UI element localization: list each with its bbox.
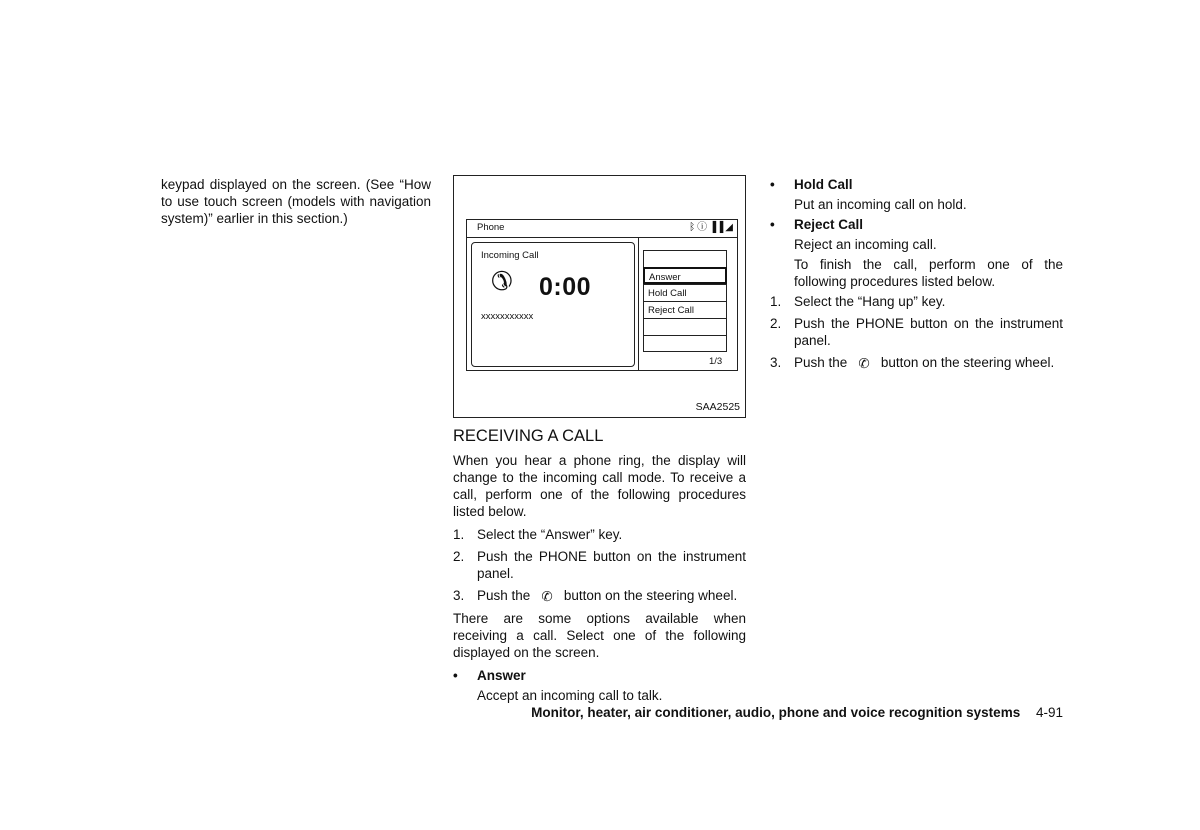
step-number: 3. [453,588,465,603]
phone-screen-figure [453,175,746,418]
step-text-pre: Push the [477,588,531,603]
column-right [770,176,1063,377]
step-text-post: button on the steering wheel. [563,588,738,603]
battery-icon: ▐▐ [709,222,724,233]
bullet-title: Hold Call [794,177,853,192]
phone-display [466,219,738,371]
call-timer: 0:00 [539,273,592,301]
step-text-post: button on the steering wheel. [880,355,1055,370]
page-indicator: 1/3 [709,356,723,367]
option-empty [643,318,727,335]
bullet-dot: • [770,177,775,192]
steering-phone-icon: ✆ [858,356,870,371]
step-item [770,293,1063,310]
step-text [794,354,1063,372]
step-number: 2. [770,316,782,331]
column-middle [453,175,746,707]
step-number: 3. [770,355,782,370]
reject-call-option[interactable]: Reject Call [643,301,727,318]
bullet-answer [453,667,746,684]
step-item [453,526,746,543]
bullet-dot: • [770,217,775,232]
bullet-hold-call [770,176,1063,193]
step-text [477,587,746,605]
bullet-title: Answer [477,668,526,683]
continuation-paragraph: keypad displayed on the screen. (See “How to use touch screen (models with navigation system)” earlier in this section.) [161,177,431,226]
bullet-description: Reject an incoming call. [794,237,937,252]
step-item [770,315,1063,349]
step-item [770,354,1063,372]
phone-handset-icon: ✆ [491,266,513,296]
step-text: Push the PHONE button on the instrument panel. [794,316,1063,348]
screen-header [467,220,737,238]
option-empty [643,250,727,267]
call-option-list [643,250,727,352]
incoming-call-label: Incoming Call [481,250,539,261]
bullet-reject-call [770,216,1063,233]
signal-icon: ◢ [725,222,733,233]
bullet-description: Accept an incoming call to talk. [477,688,663,703]
panel-divider [638,238,639,370]
section-heading: RECEIVING A CALL [453,427,604,445]
step-number: 1. [770,294,782,309]
finish-call-paragraph: To finish the call, perform one of the following procedures listed below. [794,257,1063,289]
figure-code: SAA2525 [695,401,740,413]
step-text: Select the “Answer” key. [477,527,623,542]
incoming-call-panel [471,242,635,367]
page-footer [0,704,1063,722]
step-text-pre: Push the [794,355,848,370]
footer-section-title: Monitor, heater, air conditioner, audio, phone and voice recognition systems [531,705,1021,720]
option-empty [643,335,727,352]
bullet-dot: • [453,668,458,683]
step-text: Push the PHONE button on the instrument panel. [477,549,746,581]
bullet-title: Reject Call [794,217,864,232]
screen-title: Phone [477,222,505,233]
step-number: 2. [453,549,465,564]
intro-paragraph: When you hear a phone ring, the display will change to the incoming call mode. To receive a call, perform one of the following procedures listed below. [453,453,746,519]
column-left [161,176,431,227]
info-icon: ⓘ [697,222,708,233]
step-number: 1. [453,527,465,542]
bluetooth-icon: ᛒ [689,222,696,233]
hold-call-option[interactable]: Hold Call [643,284,727,301]
answer-option[interactable]: Answer [643,267,727,284]
options-paragraph: There are some options available when receiving a call. Select one of the following displayed on the screen. [453,611,746,660]
page-number: 4-91 [1035,705,1063,720]
steering-phone-icon: ✆ [541,589,553,604]
bullet-description: Put an incoming call on hold. [794,197,967,212]
step-text: Select the “Hang up” key. [794,294,946,309]
step-item [453,587,746,605]
status-icons [689,221,733,234]
caller-number: xxxxxxxxxxx [481,311,534,322]
step-item [453,548,746,582]
